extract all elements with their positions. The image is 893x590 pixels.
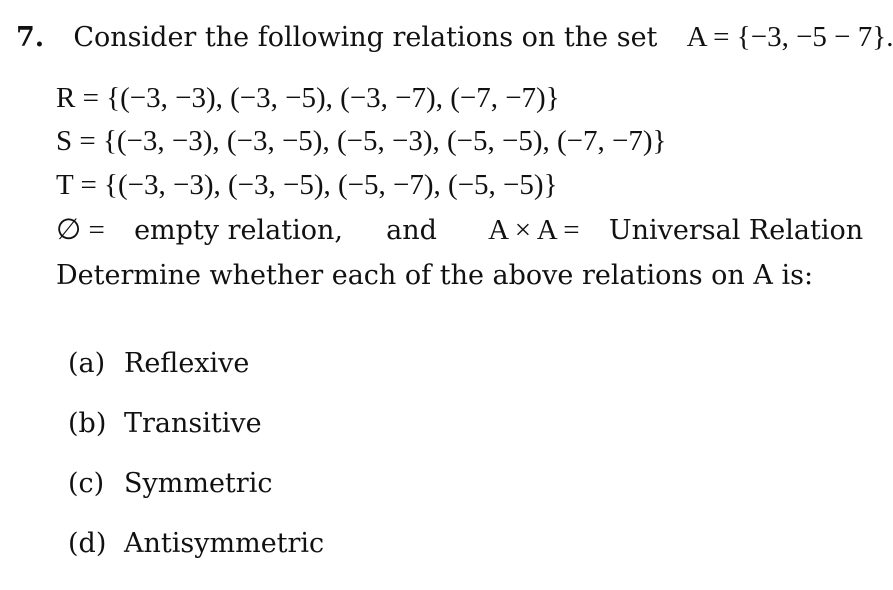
- set-definition: A = {−3, −5 − 7}.: [686, 21, 893, 53]
- option-text: Reflexive: [124, 348, 250, 379]
- question-header: [16, 23, 893, 52]
- option-item: [68, 350, 249, 377]
- definitions-line: [56, 216, 863, 245]
- question-intro: Consider the following relations on the set: [73, 22, 658, 53]
- option-text: Transitive: [124, 408, 262, 439]
- option-text: Antisymmetric: [124, 528, 325, 559]
- option-item: [68, 410, 262, 437]
- universal-relation-symbol: A × A =: [488, 214, 580, 246]
- empty-relation-symbol: ∅ =: [56, 214, 105, 246]
- and-label: and: [386, 215, 437, 246]
- option-text: Symmetric: [124, 468, 273, 499]
- relation-r: R = {(−3, −3), (−3, −5), (−3, −7), (−7, −7)}: [56, 82, 560, 114]
- option-label: (b): [68, 408, 107, 439]
- option-label: (d): [68, 528, 107, 559]
- universal-relation-label: Universal Relation: [608, 215, 864, 246]
- option-item: [68, 470, 272, 497]
- instruction-text: Determine whether each of the above relations on A is:: [56, 260, 814, 291]
- option-item: [68, 530, 324, 557]
- option-label: (a): [68, 348, 106, 379]
- empty-relation-label: empty relation,: [134, 215, 343, 246]
- relation-s: S = {(−3, −3), (−3, −5), (−5, −3), (−5, −5), (−7, −7)}: [56, 125, 667, 157]
- question-number: 7.: [16, 22, 45, 53]
- relation-t: T = {(−3, −3), (−3, −5), (−5, −7), (−5, −5)}: [56, 169, 558, 201]
- option-label: (c): [68, 468, 105, 499]
